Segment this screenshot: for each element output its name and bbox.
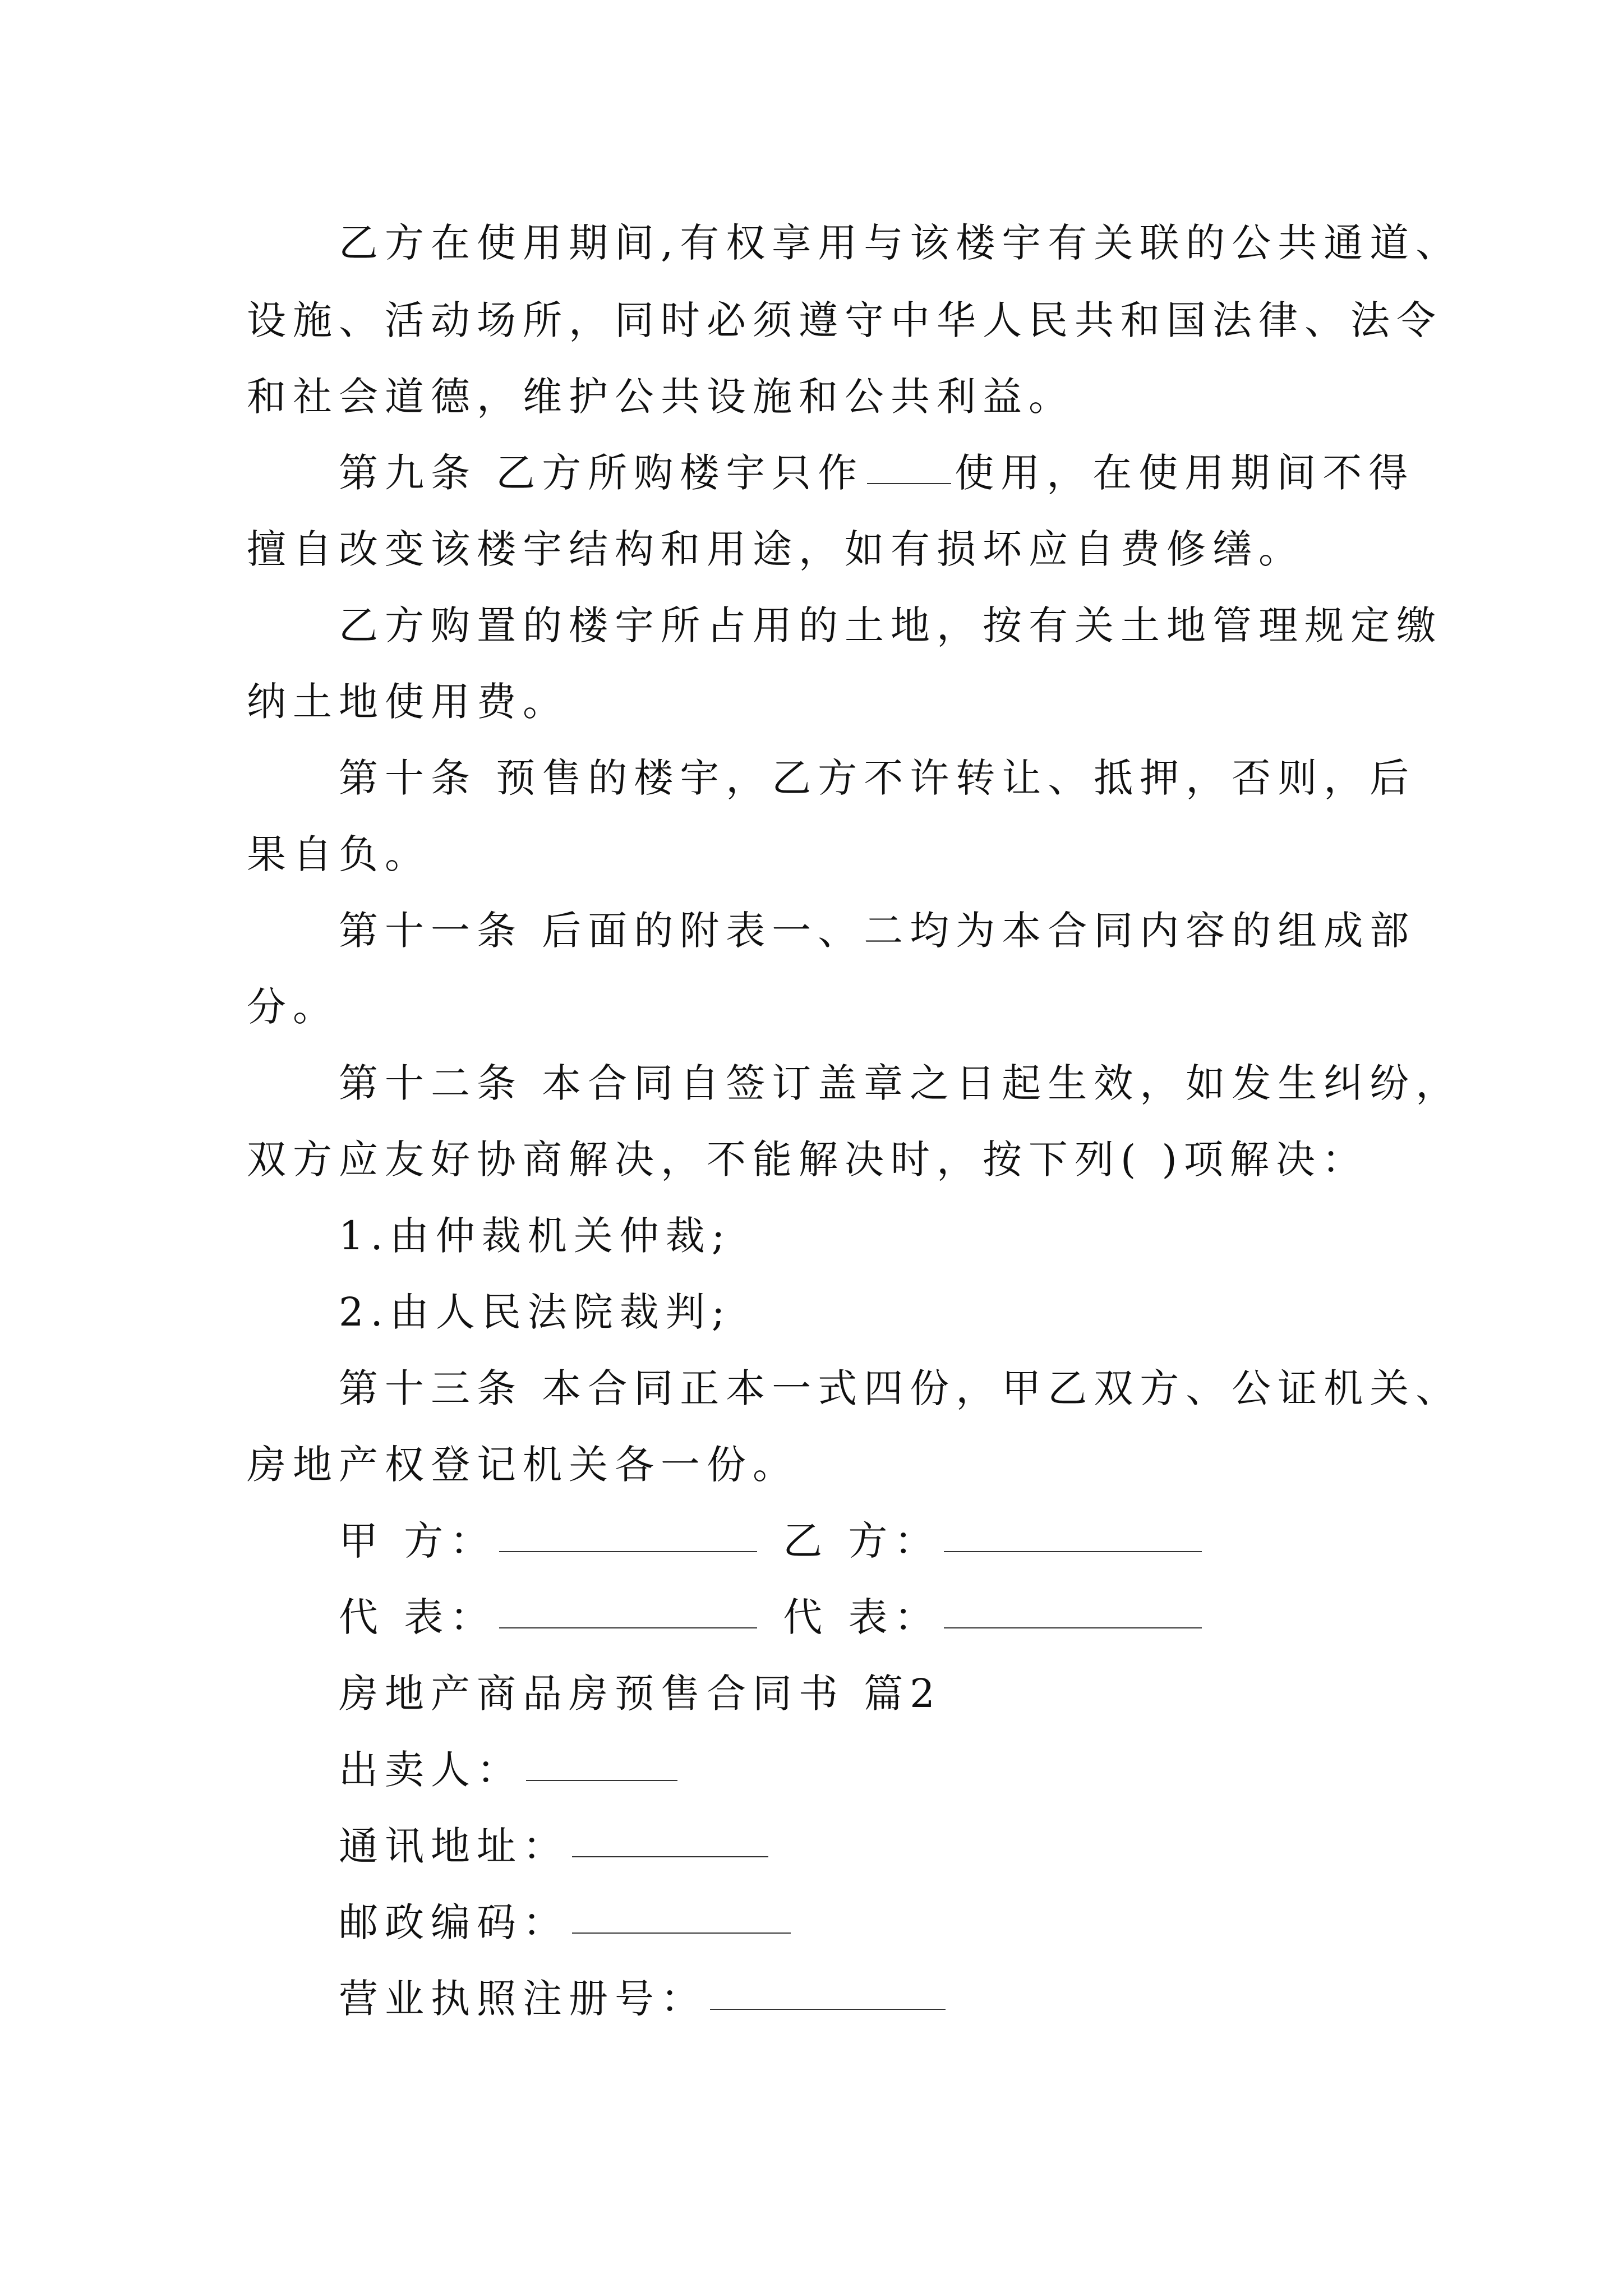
paragraph-line: 果自负。 [247,831,431,877]
list-item: 2.由人民法院裁判; [339,1289,732,1335]
seller-label: 出卖人： [339,1747,523,1793]
paragraph-line: 第十一条 后面的附表一、二均为本合同内容的组成部 [339,908,1416,954]
rep-a-label: 代 表： [339,1594,496,1640]
section-title: 房地产商品房预售合同书 篇2 [339,1671,942,1717]
paragraph-line: 纳土地使用费。 [247,679,569,725]
address-blank [572,1856,768,1857]
paragraph-line: 第十三条 本合同正本一式四份，甲乙双方、公证机关、 [339,1365,1462,1411]
rep-b-blank [944,1627,1202,1628]
signature-row-reps [339,1594,1205,1640]
license-blank [710,2009,946,2010]
signature-row-parties [339,1518,1205,1564]
article-9-text-b: 使用，在使用期间不得 [955,450,1415,496]
paragraph-line: 和社会道德，维护公共设施和公共利益。 [247,374,1075,420]
paragraph-line: 乙方购置的楼宇所占用的土地，按有关土地管理规定缴 [339,602,1442,648]
address-field [339,1823,772,1869]
postal-field [339,1899,794,1945]
party-a-label: 甲 方： [339,1518,496,1564]
address-label: 通讯地址： [339,1823,569,1869]
postal-label: 邮政编码： [339,1899,569,1945]
paragraph-line: 分。 [247,984,339,1030]
party-b-blank [944,1551,1202,1552]
usage-blank [867,483,951,484]
license-field [339,1976,949,2022]
paragraph-line: 第十二条 本合同自签订盖章之日起生效，如发生纠纷， [339,1060,1462,1106]
paragraph-line: 擅自改变该楼宇结构和用途，如有损坏应自费修缮。 [247,526,1304,572]
article-9-line [339,450,1415,496]
party-b-label: 乙 方： [783,1518,940,1564]
paragraph-line: 房地产权登记机关各一份。 [247,1442,799,1488]
paragraph-line: 设施、活动场所，同时必须遵守中华人民共和国法律、法令 [247,297,1442,343]
seller-field [339,1747,681,1793]
postal-blank [572,1932,791,1934]
rep-b-label: 代 表： [783,1594,940,1640]
rep-a-blank [499,1627,757,1628]
paragraph-line: 双方应友好协商解决，不能解决时，按下列( )项解决： [247,1137,1368,1182]
list-item: 1.由仲裁机关仲裁; [339,1213,732,1259]
license-label: 营业执照注册号： [339,1976,707,2022]
seller-blank [526,1780,677,1781]
party-a-blank [499,1551,757,1552]
article-9-text-a: 第九条 乙方所购楼宇只作 [339,450,864,496]
paragraph-line: 乙方在使用期间,有权享用与该楼宇有关联的公共通道、 [339,220,1462,266]
paragraph-line: 第十条 预售的楼宇，乙方不许转让、抵押，否则，后 [339,755,1416,801]
